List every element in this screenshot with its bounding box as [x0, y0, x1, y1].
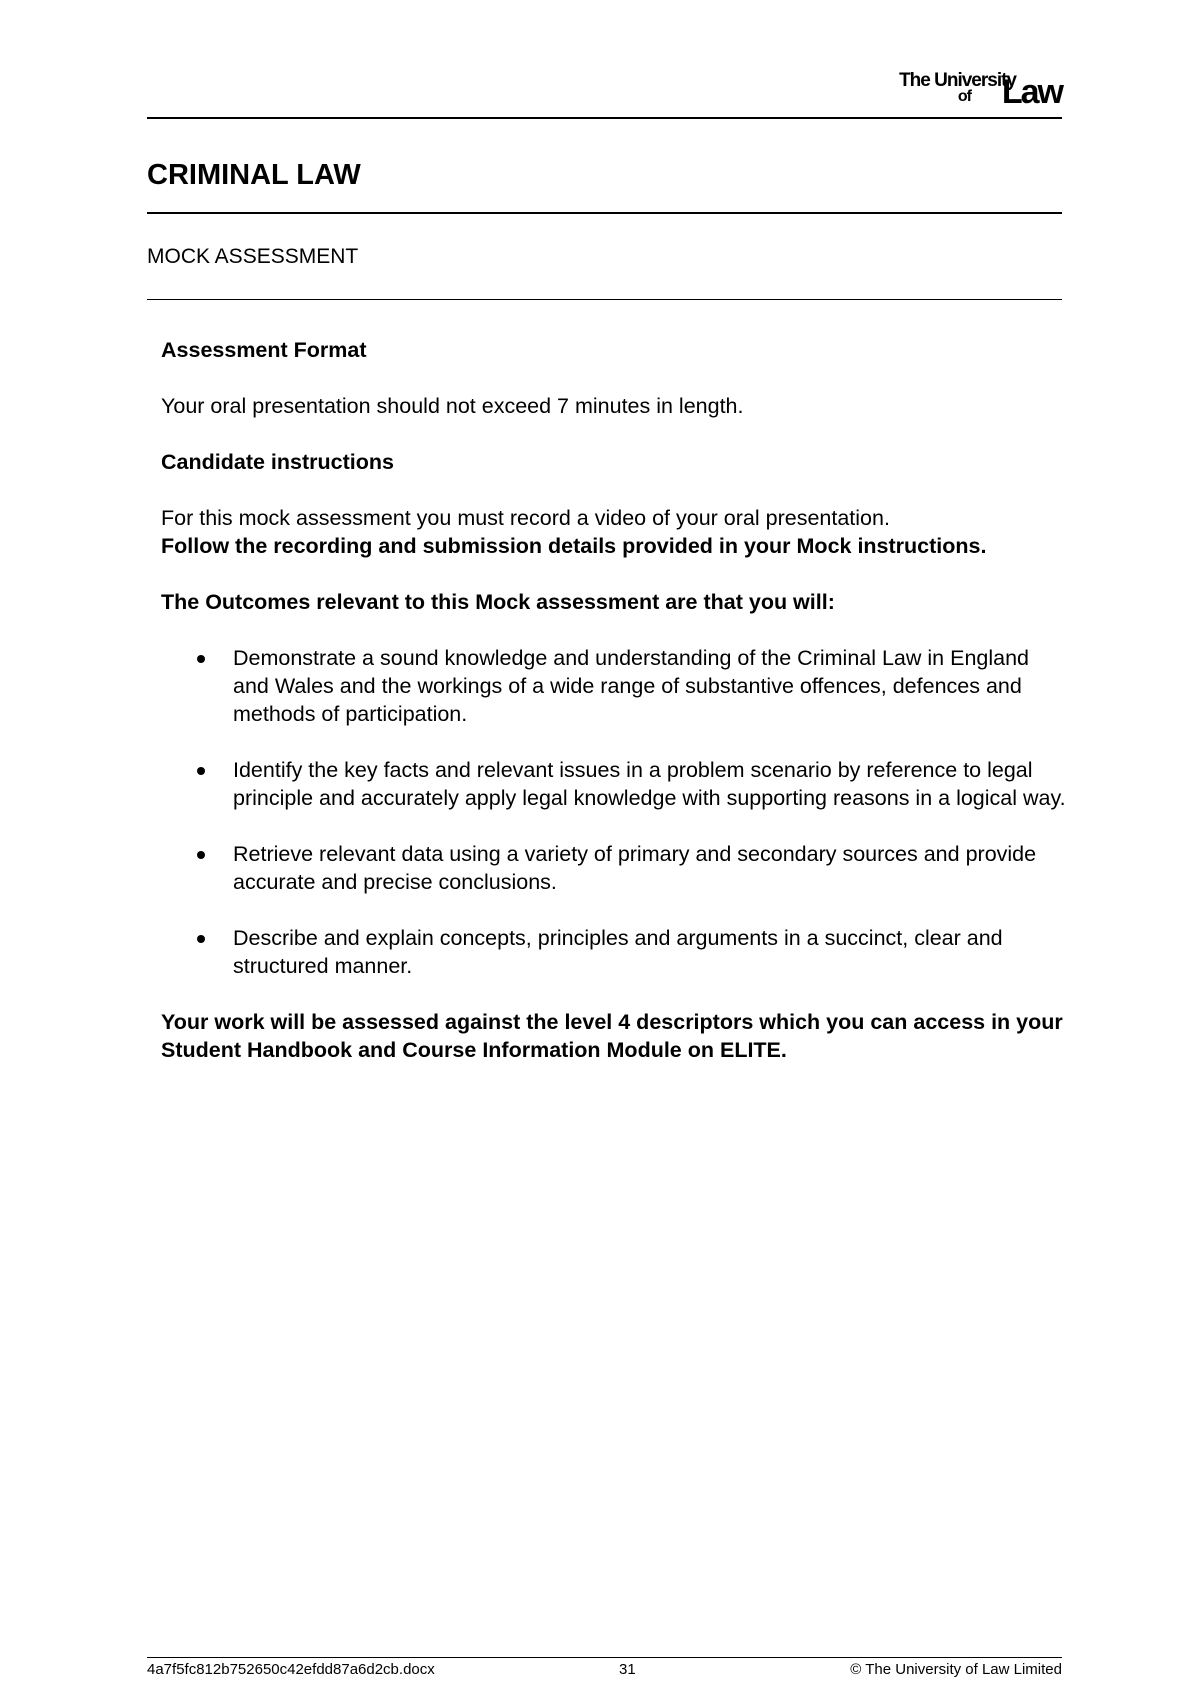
page-footer	[147, 1661, 1062, 1679]
logo-law: Law	[1001, 73, 1062, 111]
outcome-text: Retrieve relevant data using a variety of primary and secondary sources and provide accurate and precise conclusions.	[233, 842, 1037, 894]
outcome-text: Describe and explain concepts, principles and arguments in a succinct, clear and structured manner.	[233, 926, 1003, 978]
university-logo	[852, 68, 1062, 112]
page-title: CRIMINAL LAW	[147, 159, 361, 191]
bullet-icon	[197, 851, 205, 859]
candidate-instructions-text: For this mock assessment you must record a video of your oral presentation.	[161, 506, 890, 530]
title-rule	[147, 212, 1062, 214]
outcome-text: Identify the key facts and relevant issues in a problem scenario by reference to legal principle and accurately apply legal knowledge with supporting reasons in a logical way.	[233, 758, 1066, 810]
subtitle-rule	[147, 299, 1062, 300]
list-item	[161, 924, 1066, 980]
candidate-instructions-bold: Follow the recording and submission details provided in your Mock instructions.	[161, 534, 987, 558]
assessment-format-heading: Assessment Format	[161, 338, 367, 362]
outcome-text: Demonstrate a sound knowledge and understanding of the Criminal Law in England and Wales and the workings of a wide range of substantive offences, defences and methods of participation.	[233, 646, 1030, 726]
list-item	[161, 840, 1066, 896]
header-rule	[147, 117, 1062, 119]
list-item	[161, 644, 1066, 728]
logo-of: of	[957, 88, 971, 105]
candidate-instructions-heading: Candidate instructions	[161, 450, 394, 474]
footer-copyright: © The University of Law Limited	[850, 1661, 1062, 1678]
bullet-icon	[197, 767, 205, 775]
list-item	[161, 756, 1066, 812]
outcomes-heading: The Outcomes relevant to this Mock assessment are that you will:	[161, 590, 835, 614]
footer-rule	[147, 1657, 1062, 1658]
assessment-format-text: Your oral presentation should not exceed 7 minutes in length.	[161, 394, 744, 418]
bullet-icon	[197, 935, 205, 943]
closing-statement: Your work will be assessed against the level 4 descriptors which you can access in your Student Handbook and Course Information Module on ELITE.	[161, 1010, 1063, 1062]
document-body	[161, 336, 1066, 1064]
footer-page-number: 31	[619, 1661, 636, 1678]
footer-filename: 4a7f5fc812b752650c42efdd87a6d2cb.docx	[147, 1661, 435, 1678]
bullet-icon	[197, 655, 205, 663]
outcomes-list	[161, 644, 1066, 980]
page-subtitle: MOCK ASSESSMENT	[147, 245, 359, 268]
logo-line-the-university: The University	[899, 70, 1016, 91]
